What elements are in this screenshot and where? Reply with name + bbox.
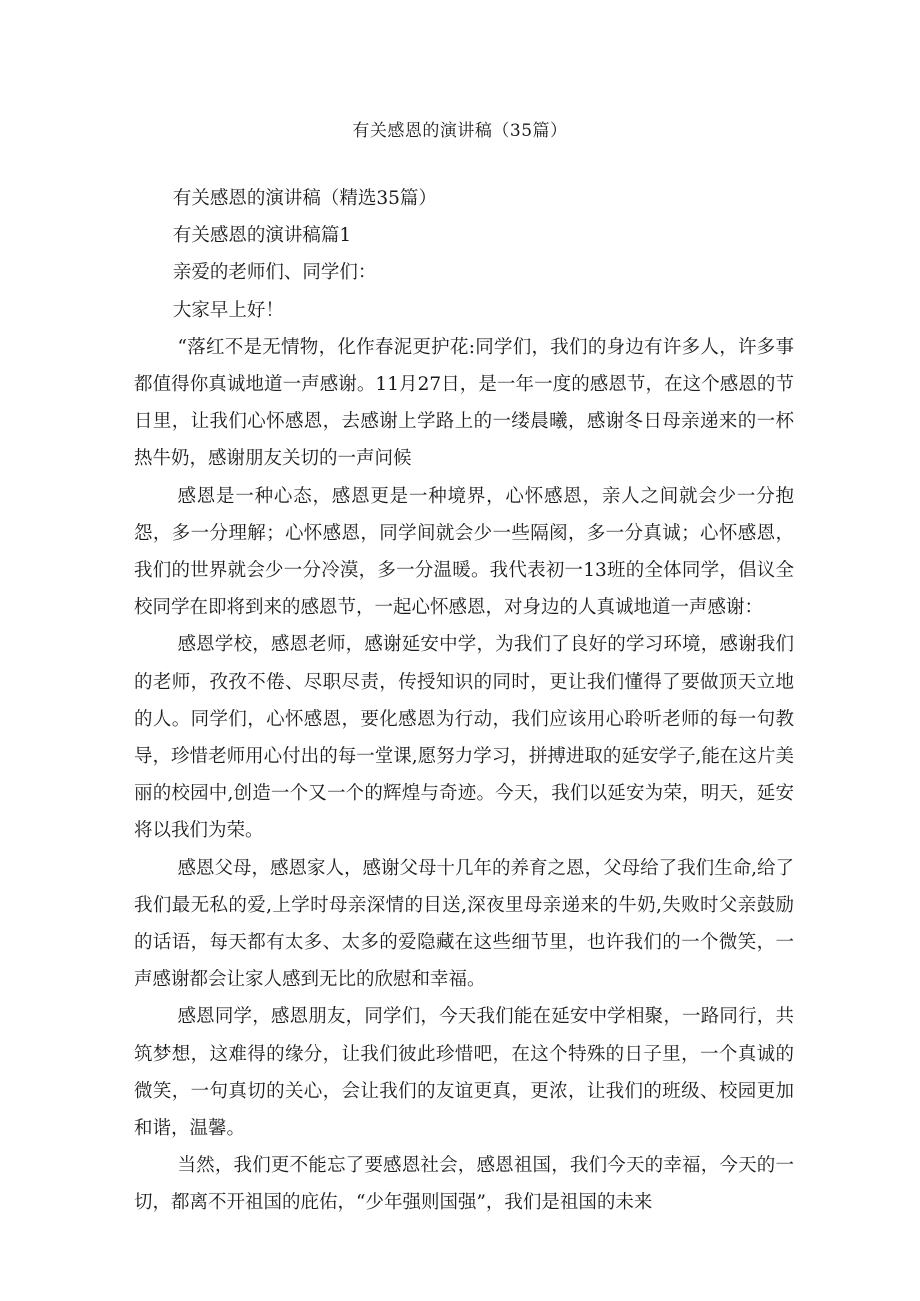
paragraph: 感恩父母，感恩家人，感谢父母十几年的养育之恩，父母给了我们生命,给了我们最无私的爱,上学时母亲深情的目送,深夜里母亲递来的牛奶,失败时父亲鼓励的话语，每天都有太多、太多的爱隐藏在这些细节里，也许我们的一个微笑，一声感谢都会让家人感到无比的欣慰和幸福。 [134, 857, 794, 991]
salutation: 亲爱的老师们、同学们： [172, 262, 377, 284]
paragraph: “落红不是无情物，化作春泥更护花:同学们，我们的身边有许多人，许多事都值得你真诚地道一声感谢。11月27日，是一年一度的感恩节，在这个感恩的节日里，让我们心怀感恩，去感谢上学路上的一缕晨曦，感谢冬日母亲递来的一杯热牛奶，感谢朋友关切的一声问候 [134, 336, 794, 470]
greeting: 大家早上好！ [172, 299, 284, 321]
subtitle-line: 有关感恩的演讲稿（精选35篇） [172, 188, 437, 209]
document-body [134, 180, 794, 1222]
section-heading: 有关感恩的演讲稿篇1 [172, 225, 352, 247]
paragraph: 当然，我们更不能忘了要感恩社会，感恩祖国，我们今天的幸福，今天的一切，都离不开祖国的庇佑，“少年强则国强”，我们是祖国的未来 [134, 1155, 794, 1214]
paragraph: 感恩同学，感恩朋友，同学们，今天我们能在延安中学相聚，一路同行，共筑梦想，这难得的缘分，让我们彼此珍惜吧，在这个特殊的日子里，一个真诚的微笑，一句真切的关心，会让我们的友谊更真，更浓，让我们的班级、校园更加和谐，温馨。 [134, 1006, 794, 1140]
paragraph: 感恩学校，感恩老师，感谢延安中学，为我们了良好的学习环境，感谢我们的老师，孜孜不倦、尽职尽责，传授知识的同时，更让我们懂得了要做顶天立地的人。同学们，心怀感恩，要化感恩为行动，我们应该用心聆听老师的每一句教导，珍惜老师用心付出的每一堂课,愿努力学习，拼搏进取的延安学子,能在这片美丽的校园中,创造一个又一个的辉煌与奇迹。今天，我们以延安为荣，明天，延安将以我们为荣。 [134, 634, 794, 842]
paragraph: 感恩是一种心态，感恩更是一种境界，心怀感恩，亲人之间就会少一分抱怨，多一分理解；心怀感恩，同学间就会少一些隔阂，多一分真诚；心怀感恩，我们的世界就会少一分冷漠，多一分温暖。我代表初一13班的全体同学，倡议全校同学在即将到来的感恩节，一起心怀感恩，对身边的人真诚地道一声感谢： [134, 485, 794, 619]
document-title: 有关感恩的演讲稿（35篇） [352, 121, 568, 141]
